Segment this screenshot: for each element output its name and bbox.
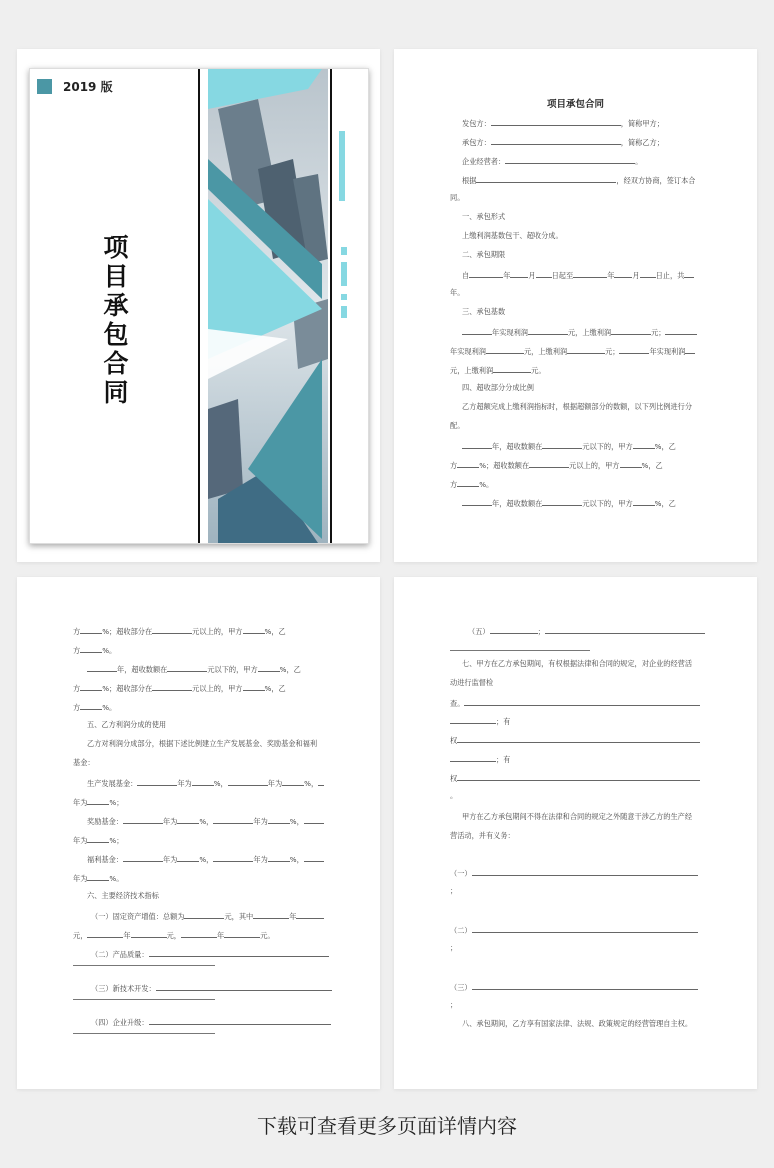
blank-line [73,965,215,966]
text-line: ； [450,1000,458,1009]
cover-sheet [29,68,369,544]
section-heading: 三、承包基数 [462,307,506,316]
text-line: 元，上缴利润 元。 [450,366,546,375]
cover-art [198,69,368,543]
text-line: 年实现利润 元，上缴利润 元； [462,326,697,338]
cover-title: 项目承包合同 [100,234,129,408]
text-line: 动进行监督检 [450,678,494,687]
text-line: 八、承包期间，乙方享有国家法律、法规、政策规定的经营管理自主权。 [462,1019,693,1028]
text-line: 方 %；超收数额在 元以上的，甲方 %，乙 [450,461,663,470]
accent-bar [341,306,347,318]
text-line: 年为 %； [73,798,124,807]
text-line: 营活动，并有义务： [450,831,515,840]
text-line: 权 [450,734,700,746]
text-line: （二） [450,924,698,936]
blank-line [73,999,215,1000]
text-line: 自 年 月 日起至 年 月 日止，共 [462,269,694,281]
contract-page-2 [17,577,380,1089]
text-line: 年。 [450,288,465,297]
text-line: 方 %。 [450,480,494,489]
section-heading: 四、超收部分分成比例 [462,383,534,392]
text-line: 福利基金： 年为 %， 年为 %， [87,853,324,865]
text-line: ； [450,943,458,952]
edition-badge [37,79,52,94]
text-line: 甲方在乙方承包期间不得在法律和合同的规定之外随意干涉乙方的生产经 [462,812,693,821]
text-line: 奖励基金： 年为 %， 年为 %， [87,815,324,827]
text-line: 年，超收数额在 元以下的，甲方 %，乙 [462,497,676,509]
text-line: 年为 %。 [73,874,124,883]
download-caption[interactable]: 下载可查看更多页面详情内容 [257,1114,517,1138]
text-line: 发包方： ，简称甲方； [462,119,664,128]
contract-page-1 [394,49,757,562]
building [208,399,243,499]
blank-line [73,1033,215,1034]
cover-rule-left [198,69,200,543]
text-line: （三）新技术开发： [91,982,332,994]
text-line: 。 [450,791,458,800]
accent-bar [341,262,347,286]
text-line: 年，超收数额在 元以下的，甲方 %，乙 [87,663,301,675]
edition-label: 2019 版 [63,80,113,94]
text-line: 同。 [450,193,465,202]
cover-page [17,49,380,562]
text-line: 方 %；超收部分在 元以上的，甲方 %，乙 [73,684,286,693]
accent-bar [339,131,345,201]
text-line: 方 %；超收部分在 元以上的，甲方 %，乙 [73,627,286,636]
text-line: 基金： [73,758,95,767]
text-line: （一）固定资产增值：总额为 元，其中 年 [91,910,324,922]
text-line: 上缴利润基数包干、超收分成。 [462,231,563,240]
blank-line [450,650,590,651]
text-line: 配。 [450,421,465,430]
accent-bar [341,247,347,255]
text-line: ；有 [450,753,510,765]
cover-rule-right [330,69,332,543]
accent-bar [341,294,347,300]
text-line: 元， 年 元， 年 元。 [73,931,275,940]
section-heading: 二、承包期限 [462,250,506,259]
text-line: ；有 [450,715,510,727]
text-line: ； [450,886,458,895]
section-heading: 六、主要经济技术指标 [87,891,159,900]
text-line: （三） [450,981,698,993]
text-line: 承包方： ，简称乙方； [462,138,664,147]
text-line: （四）企业升级： [91,1016,331,1028]
text-line: （二）产品质量： [91,948,329,960]
page-title: 项目承包合同 [546,99,604,110]
text-line: 七、甲方在乙方承包期间，有权根据法律和合同的规定，对企业的经营活 [462,659,693,668]
text-line: 年，超收数额在 元以下的，甲方 %，乙 [462,440,676,452]
text-line: 乙方对利润分成部分，根据下述比例建立生产发展基金、奖励基金和福利 [87,739,318,748]
text-line: （一） [450,867,698,879]
text-line: 方 %。 [73,703,117,712]
text-line: （五） ； [468,625,705,637]
text-line: 年为 %； [73,836,124,845]
text-line: 权 [450,772,700,784]
section-heading: 五、乙方利润分成的使用 [87,720,167,729]
text-line: 查。 [450,697,700,709]
section-heading: 一、承包形式 [462,212,506,221]
text-line: 年实现利润 元，上缴利润 元； 年实现利润 [450,345,695,357]
text-line: 方 %。 [73,646,117,655]
text-line: 企业经营者： 。 [462,157,643,166]
text-line: 乙方超额完成上缴利润指标时，根据超额部分的数额，以下列比例进行分 [462,402,693,411]
text-line: 根据 ，经双方协商，签订本合 [462,176,696,185]
text-line: 生产发展基金： 年为 %， 年为 %， [87,777,324,789]
contract-page-3 [394,577,757,1089]
